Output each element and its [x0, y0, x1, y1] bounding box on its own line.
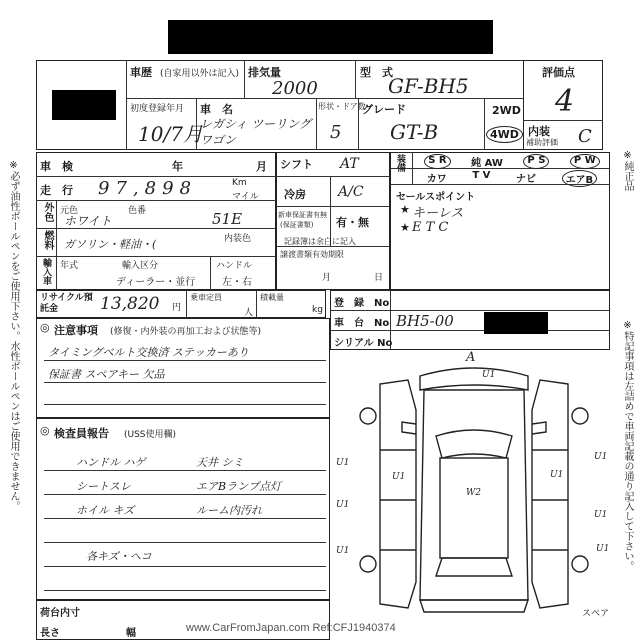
damage-mark-4: U1	[336, 546, 350, 556]
warranty-note: 記録簿は余白に記入	[284, 237, 356, 246]
damage-mark-10: U1	[392, 472, 406, 482]
equip-pw: P W	[570, 154, 600, 169]
chassis-value: BH5-00	[396, 312, 454, 330]
first-reg-value: 10/7月	[138, 122, 203, 146]
inspector-line-2b: エアBランプ点灯	[196, 480, 282, 493]
transfer-month: 月	[322, 273, 332, 283]
side-text-left: ※必ず油性ボールペンをご使用下さい。水性ボールペンはご使用できません。	[8, 160, 19, 511]
grade-value: GT-B	[390, 120, 439, 144]
model-value: GF-BH5	[388, 74, 469, 98]
interior-sub: 補助評価	[526, 138, 558, 147]
damage-mark-9: U1	[550, 470, 564, 480]
car-name-value: レガシィ ツーリングワゴン	[200, 117, 311, 147]
redaction-bar-photo	[52, 90, 116, 120]
car-name-label: 車 名	[200, 103, 233, 116]
inspector-line-1b: 天井 シミ	[196, 456, 244, 469]
load-unit: kg	[312, 305, 323, 315]
interior-label: 内装	[528, 125, 550, 138]
equip-leather: カワ	[426, 174, 447, 185]
spare-label: スペア	[582, 609, 610, 619]
load-label: 積載量	[260, 293, 284, 302]
equipment-row1	[414, 154, 610, 169]
inspector-sub: (USS使用欄)	[124, 430, 177, 440]
doors-value: 5	[330, 122, 342, 143]
handle-value: 左・右	[222, 277, 252, 288]
shift-label: シフト	[280, 158, 313, 171]
rating-value: 4	[555, 84, 575, 119]
recycle-label: リサイクル預託金	[40, 293, 93, 314]
fuel-label: 燃料	[42, 230, 53, 250]
damage-mark-5: U1	[594, 452, 608, 462]
warranty-value: 有・無	[336, 216, 369, 229]
rating-label: 評価点	[542, 66, 575, 79]
fuel-value: ガソリン・軽油・(	[64, 238, 157, 251]
damage-mark-3: U1	[336, 500, 350, 510]
import-label: 輸入車	[41, 258, 51, 285]
caution-line-2: 保証書 スペアキー 欠品	[48, 368, 165, 381]
displacement-value: 2000	[272, 78, 318, 99]
handle-label: ハンドル	[216, 261, 253, 271]
import-year: 年式	[60, 261, 79, 271]
color-label: 外色	[42, 202, 53, 222]
caution-bullet-icon: ◎	[40, 321, 50, 334]
damage-mark-8: W2	[466, 488, 481, 498]
history-note: (自家用以外は記入)	[160, 69, 240, 79]
damage-mark-7: U1	[596, 544, 610, 554]
side-text-right: ※特記事項は左詰めで車両記載の通り記入して下さい。	[622, 320, 633, 571]
inspector-bullet-icon: ◎	[40, 424, 50, 437]
grade-label: グレード	[362, 103, 406, 116]
inspection-month-label: 月	[256, 160, 267, 173]
equip-ps: P S	[523, 154, 549, 169]
transfer-day: 日	[374, 273, 384, 283]
length-label: 長さ	[40, 628, 60, 639]
interior-value: C	[578, 126, 592, 147]
car-diagram	[332, 350, 616, 620]
damage-mark-2: U1	[336, 458, 350, 468]
bullet-star-1: ★	[400, 203, 410, 216]
drive-2wd: 2WD	[492, 104, 521, 117]
import-route: 輸入区分	[122, 261, 159, 271]
inspector-title: 検査員報告	[54, 427, 109, 440]
capacity-unit: 人	[244, 308, 254, 318]
car-diagram-svg	[332, 350, 616, 620]
inspector-line-2a: シートスレ	[76, 480, 131, 493]
mileage-label: 走 行	[40, 184, 73, 197]
watermark: www.CarFromJapan.com Ref:CFJ1940374	[186, 622, 396, 634]
first-reg-label: 初度登録年月	[130, 104, 185, 114]
equipment-row2	[414, 170, 610, 187]
side-text-right-top: ※純正品	[622, 150, 633, 191]
mileage-value: 97,898	[98, 178, 197, 199]
equip-navi: ナビ	[515, 174, 536, 185]
caution-line-1: タイミングベルト交換済 ステッカーあり	[48, 346, 249, 359]
ac-label: 冷房	[284, 188, 306, 201]
warranty-sub: (保証書類)	[280, 221, 314, 229]
inspection-year-label: 年	[172, 160, 183, 173]
color-value: ホワイト	[64, 214, 112, 228]
doors-label: 形状・ドア数	[318, 102, 366, 111]
redaction-bar-top	[168, 20, 493, 54]
bullet-star-2: ★	[400, 221, 410, 234]
caution-sub: (修復・内外装の再加工および状態等)	[110, 327, 262, 337]
damage-mark-6: U1	[594, 510, 608, 520]
sales-point-2: E T C	[412, 220, 449, 235]
width-label: 幅	[126, 628, 136, 639]
equip-airbag: エアB	[562, 170, 598, 187]
cargo-label: 荷台内寸	[40, 608, 80, 619]
recycle-unit: 円	[172, 303, 182, 313]
chassis-label: 車 台 No	[334, 318, 390, 329]
inspector-line-3b: ルーム内汚れ	[196, 504, 262, 517]
sales-label: セールスポイント	[396, 192, 476, 203]
equip-sr: S R	[424, 154, 450, 169]
warranty-label: 新車保証書有無	[278, 211, 327, 219]
serial-label: シリアル No	[334, 338, 393, 349]
interior-color-label: 内装色	[224, 234, 252, 244]
mileage-unit-km: Km	[232, 178, 247, 188]
equip-aw: 純 AW	[471, 158, 503, 169]
cargo-frame	[36, 600, 330, 640]
history-label: 車歴	[130, 66, 152, 79]
shift-value: AT	[340, 156, 359, 172]
equipment-label: 装備	[395, 154, 405, 172]
mileage-unit-mile: マイル	[232, 192, 259, 202]
ac-value: A/C	[338, 184, 364, 200]
color-no-value: 51E	[212, 210, 243, 228]
model-label: 型 式	[360, 66, 393, 79]
diagram-front-label: A	[466, 350, 476, 365]
color-no-label: 色番	[128, 206, 147, 216]
redaction-bar-chassis	[484, 312, 548, 334]
reg-no-label: 登 録 No	[334, 298, 390, 309]
damage-mark-1: U1	[482, 370, 496, 380]
equip-tv: T V	[472, 170, 491, 181]
import-dealer: ディーラー・並行	[116, 277, 196, 288]
caution-title: 注意事項	[54, 324, 98, 337]
transfer-label: 譲渡書類有効期限	[280, 250, 344, 259]
inspection-label: 車 検	[40, 160, 73, 173]
color-orig: 元色	[60, 206, 79, 216]
drive-4wd: 4WD	[486, 126, 523, 143]
recycle-value: 13,820	[100, 294, 160, 314]
inspector-line-4a: 各キズ・ヘコ	[86, 550, 152, 563]
sales-point-1: キーレス	[412, 206, 464, 221]
displacement-label: 排気量	[248, 66, 281, 79]
inspector-line-3a: ホイル キズ	[76, 504, 135, 517]
capacity-label: 乗車定員	[190, 293, 222, 302]
inspector-line-1a: ハンドル ハゲ	[76, 456, 146, 469]
